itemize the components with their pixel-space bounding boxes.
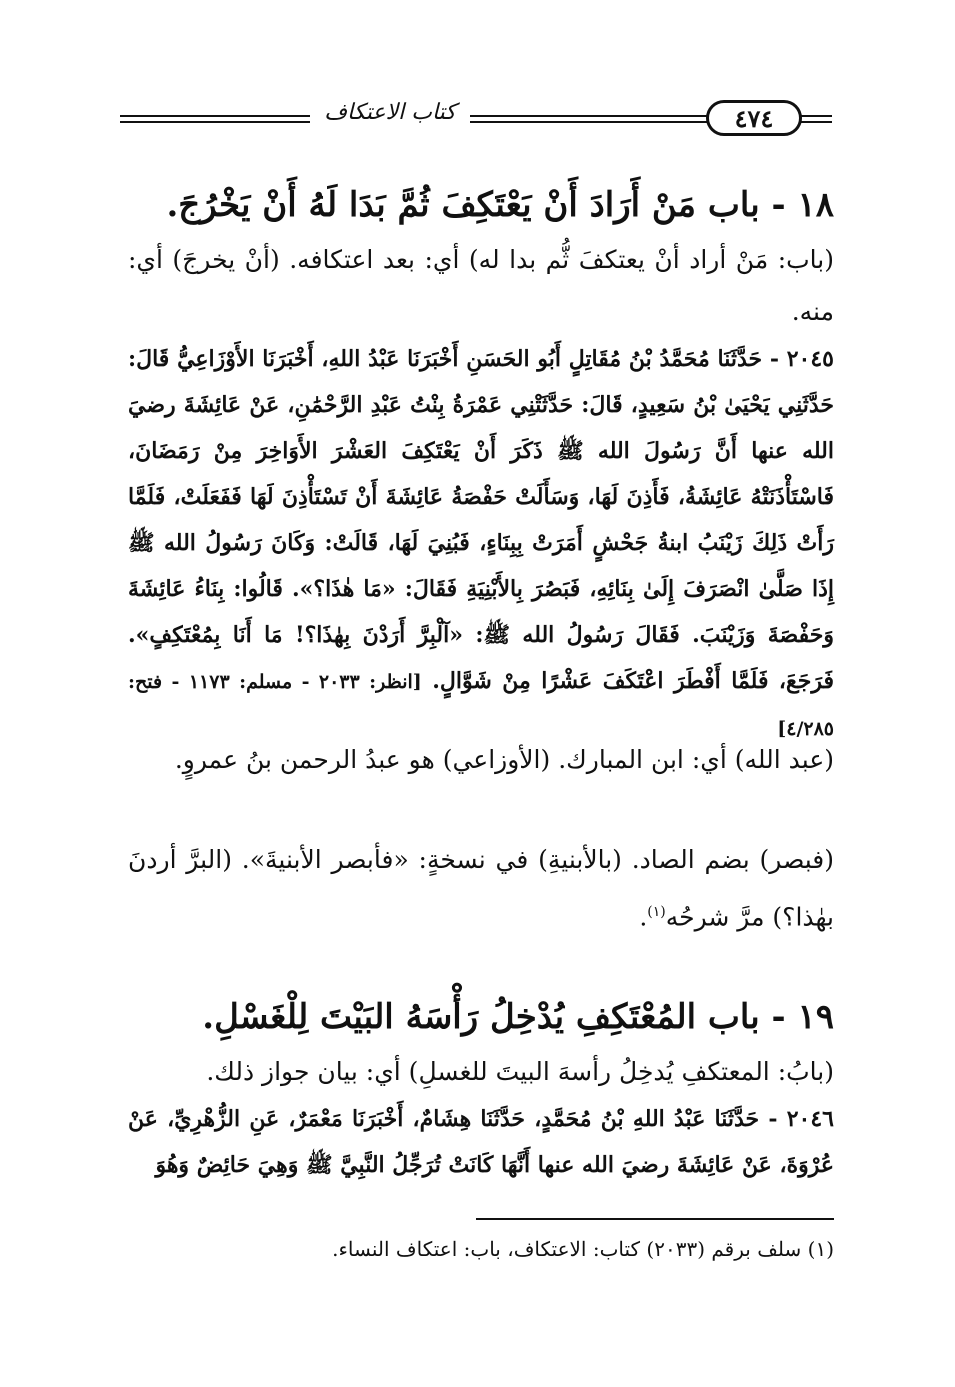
hadith-2046: ٢٠٤٦ - حَدَّثَنَا عَبْدُ اللهِ بْنُ مُحَمَّدٍ، حَدَّثَنَا هِشَامٌ، أَخْبَرَنَا مَعْمَرٌ، عَنِ الزُّهْرِيِّ، عَنْ عُرْوَةَ، عَنْ عَائِشَةَ رضيَ الله عنها أَنَّهَا كَانَتْ تُرَجِّلُ النَّبِيَّ ﷺ وَهِيَ حَائِضٌ وَهُوَ [128, 1106, 834, 1178]
commentary-paragraph: (باب: مَنْ أراد أنْ يعتكفَ ثُّم بدا له) أي: بعد اعتكافه. (أنْ يخرجَ) أي: منه. [128, 245, 834, 326]
chapter-heading-19: ١٩ - باب المُعْتَكِفِ يُدْخِلُ رَأْسَهُ البَيْتَ لِلْغَسْلِ. [202, 997, 834, 1037]
book-title: كتاب الاعتكاف [310, 100, 470, 125]
hadith-text: ٢٠٤٥ - حَدَّثَنَا مُحَمَّدُ بْنُ مُقَاتِلٍ أَبُو الحَسَنِ أَخْبَرَنَا عَبْدُ اللهِ، أَخْبَرَنَا الأَوْزَاعِيُّ قَالَ: حَدَّثَنِي يَحْيَىٰ بْنُ سَعِيدٍ، قَالَ: حَدَّثَتْنِي عَمْرَةُ بِنْتُ عَبْدِ الرَّحْمَٰنِ، عَنْ عَائِشَةَ رضيَ الله عنها أَنَّ رَسُولَ الله ﷺ ذَكَرَ أَنْ يَعْتَكِفَ العَشْرَ الأَوَاخِرَ مِنْ رَمَضَانَ، فَاسْتَأْذَنَتْهُ عَائِشَةُ، فَأَذِنَ لَهَا، وَسَأَلَتْ حَفْصَةُ عَائِشَةَ أَنْ تَسْتَأْذِنَ لَهَا فَفَعَلَتْ، فَلَمَّا رَأَتْ ذَلِكَ زَيْنَبُ ابنةُ جَحْشٍ أَمَرَتْ بِبِنَاءٍ، فَبُنِيَ لَهَا، قَالَتْ: وَكَانَ رَسُولُ الله ﷺ إِذَا صَلَّىٰ انْصَرَفَ إِلَىٰ بِنَائِهِ، فَبَصُرَ بِالأَبْنِيَةِ فَقَالَ: «مَا هٰذَا؟». قَالُوا: بِنَاءُ عَائِشَةَ وَحَفْصَةَ وَزَيْنَبَ. فَقَالَ رَسُولُ الله ﷺ: «آلْبِرَّ أَرَدْنَ بِهٰذَا؟! مَا أَنَا بِمُعْتَكِفٍ». فَرَجَعَ، فَلَمَّا أَفْطَرَ اعْتَكَفَ عَشْرًا مِنْ شَوَّالٍ. [128, 346, 834, 694]
commentary-paragraph: (بابُ: المعتكفِ يُدخِلُ رأسهَ البيتَ للغسلِ) أي: بيان جواز ذلك. [206, 1057, 834, 1086]
commentary-text: (فبصر) بضم الصاد. (بالأبنيةِ) في نسخةٍ: «فأبصر الأبنيةَ». (البرَّ أردنَ بهٰذا؟) مرَّ شرحُه [128, 845, 834, 932]
commentary-paragraph: (عبد الله) أي: ابن المبارك. (الأوزاعي) هو عبدُ الرحمن بنُ عمروٍ. [174, 745, 834, 774]
page-number: ٤٧٤ [706, 100, 802, 136]
running-header [120, 96, 832, 140]
hadith-reference: [انظر: ٢٠٣٣ - مسلم: ١١٧٣ - فتح: ٤/٢٨٥] [128, 671, 834, 740]
commentary-paragraph: (فبصر) بضم الصاد. (بالأبنيةِ) في نسخةٍ: «فأبصر الأبنيةَ». (البرَّ أردنَ بهٰذا؟) مرَّ شرحُه$^{(١)}$. [128, 845, 834, 932]
footnote-rule [476, 1218, 834, 1220]
footnote: (١) سلف برقم (٢٠٣٣) كتاب: الاعتكاف، باب: اعتكاف النساء. [332, 1237, 834, 1261]
hadith-2045 [128, 336, 834, 752]
footnote-marker: (١) [647, 904, 666, 920]
chapter-heading-18: ١٨ - باب مَنْ أَرَادَ أَنْ يَعْتَكِفَ ثُمَّ بَدَا لَهُ أَنْ يَخْرُجَ. [166, 185, 834, 225]
